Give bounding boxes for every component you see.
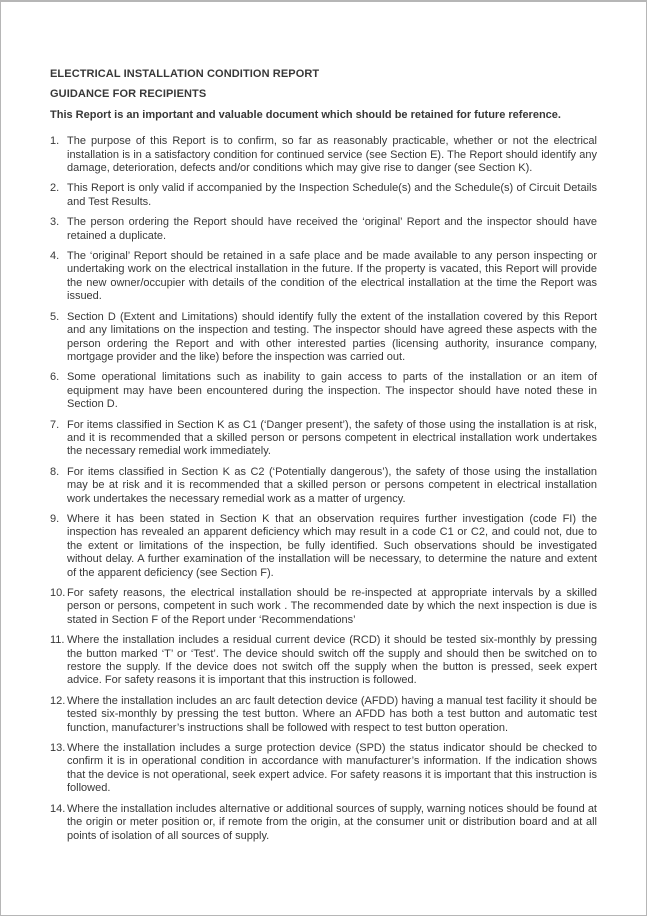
item-number: 5. <box>50 310 60 323</box>
item-text: The person ordering the Report should have received the ‘original’ Report and the inspector should have retained a duplicate. <box>67 216 597 242</box>
item-number: 11. <box>50 634 65 647</box>
item-text: Where the installation includes alternative or additional sources of supply, warning notices should be found at the origin or meter position or, if remote from the origin, at the consumer unit or distribution board and at all points of isolation of all sources of supply. <box>67 802 597 842</box>
item-text: This Report is only valid if accompanied by the Inspection Schedule(s) and the Schedule(s) of Circuit Details and Test Results. <box>67 182 597 208</box>
item-text: Where the installation includes a surge protection device (SPD) the status indicator should be checked to confirm it is in operational condition in accordance with manufacturer’s information. If the indication shows that the device is not operational, seek expert advice. For safety reasons it is important that this instruction is followed. <box>67 742 597 795</box>
item-number: 9. <box>50 512 60 525</box>
item-text: Some operational limitations such as inability to gain access to parts of the installation or an item of equipment may have been encountered during the inspection. The inspector should have noted these in Section D. <box>67 371 597 411</box>
importance-notice: This Report is an important and valuable document which should be retained for future reference. <box>50 108 561 121</box>
item-text: Section D (Extent and Limitations) should identify fully the extent of the installation covered by this Report and any limitations on the inspection and testing. The inspector should have agreed these aspects with the person ordering the Report and with other interested parties (licensing authority, insurance company, mortgage provider and the like) before the inspection was carried out. <box>67 310 597 363</box>
item-number: 3. <box>50 216 60 229</box>
guidance-item-12 <box>50 695 597 735</box>
item-text: For items classified in Section K as C1 (‘Danger present’), the safety of those using the installation is at risk, and it is recommended that a skilled person or persons competent in electrical installation work undertakes the necessary remedial work immediately. <box>67 418 597 458</box>
guidance-item-10 <box>50 587 597 627</box>
item-text: For safety reasons, the electrical installation should be re-inspected at appropriate intervals by a skilled person or persons, competent in such work . The recommended date by which the next inspection is due is stated in Section F of the Report under ‘Recommendations’ <box>67 587 597 626</box>
guidance-item-3 <box>50 216 597 243</box>
item-number: 6. <box>50 371 60 384</box>
item-number: 1. <box>50 135 60 148</box>
guidance-item-11 <box>50 634 597 688</box>
guidance-item-6 <box>50 371 597 411</box>
item-text: Where it has been stated in Section K that an observation requires further investigation (code FI) the inspection has revealed an apparent deficiency which may result in a code C1 or C2, and could not, due to the extent or limitations of the inspection, be fully identified. Such observations should be investigated without delay. A further examination of the installation will be necessary, to determine the nature and extent of the apparent deficiency (see Section F). <box>67 512 597 579</box>
item-text: Where the installation includes an arc fault detection device (AFDD) having a manual test facility it should be tested six-monthly by pressing the test button. Where an AFDD has both a test button and automatic test function, manufacturer’s instructions shall be followed with respect to test button operation. <box>67 694 597 734</box>
item-text: For items classified in Section K as C2 (‘Potentially dangerous’), the safety of those using the installation may be at risk and it is recommended that a skilled person or persons competent in electrical installation work undertakes the necessary remedial work as a matter of urgency. <box>67 465 597 505</box>
guidance-item-7 <box>50 419 597 459</box>
item-number: 12. <box>50 694 66 707</box>
guidance-item-8 <box>50 466 597 506</box>
item-number: 7. <box>50 418 60 431</box>
item-number: 8. <box>50 465 60 478</box>
guidance-item-4 <box>50 250 597 304</box>
item-text: The ‘original’ Report should be retained in a safe place and be made available to any person inspecting or undertaking work on the electrical installation in the future. If the property is vacated, this Report will provide the new owner/occupier with details of the condition of the electrical installation at the time the Report was issued. <box>67 250 597 303</box>
item-text: Where the installation includes a residual current device (RCD) it should be tested six-monthly by pressing the button marked ‘T’ or ‘Test’. The device should switch off the supply and should then be switched on to restore the supply. If the device does not switch off the supply when the button is pressed, seek expert advice. For safety reasons it is important that this instruction is followed. <box>67 634 597 687</box>
guidance-item-2 <box>50 182 597 209</box>
document-title: ELECTRICAL INSTALLATION CONDITION REPORT <box>50 68 320 80</box>
guidance-item-13 <box>50 742 597 796</box>
item-number: 13. <box>50 742 66 755</box>
guidance-item-5 <box>50 311 597 365</box>
item-number: 4. <box>50 250 60 263</box>
item-number: 14. <box>50 802 66 815</box>
guidance-item-14 <box>50 803 597 843</box>
guidance-item-9 <box>50 513 597 580</box>
item-text: The purpose of this Report is to confirm, so far as reasonably practicable, whether or not the electrical installation is in a satisfactory condition for continued service (see Section E). The Report should identify any damage, deterioration, defects and/or conditions which may give rise to danger (see Section K). <box>67 135 597 175</box>
item-number: 2. <box>50 182 60 195</box>
item-number: 10. <box>50 587 66 599</box>
guidance-list <box>50 135 597 843</box>
guidance-item-1 <box>50 135 597 175</box>
document-subtitle: GUIDANCE FOR RECIPIENTS <box>50 88 207 101</box>
document-page <box>1 2 646 915</box>
